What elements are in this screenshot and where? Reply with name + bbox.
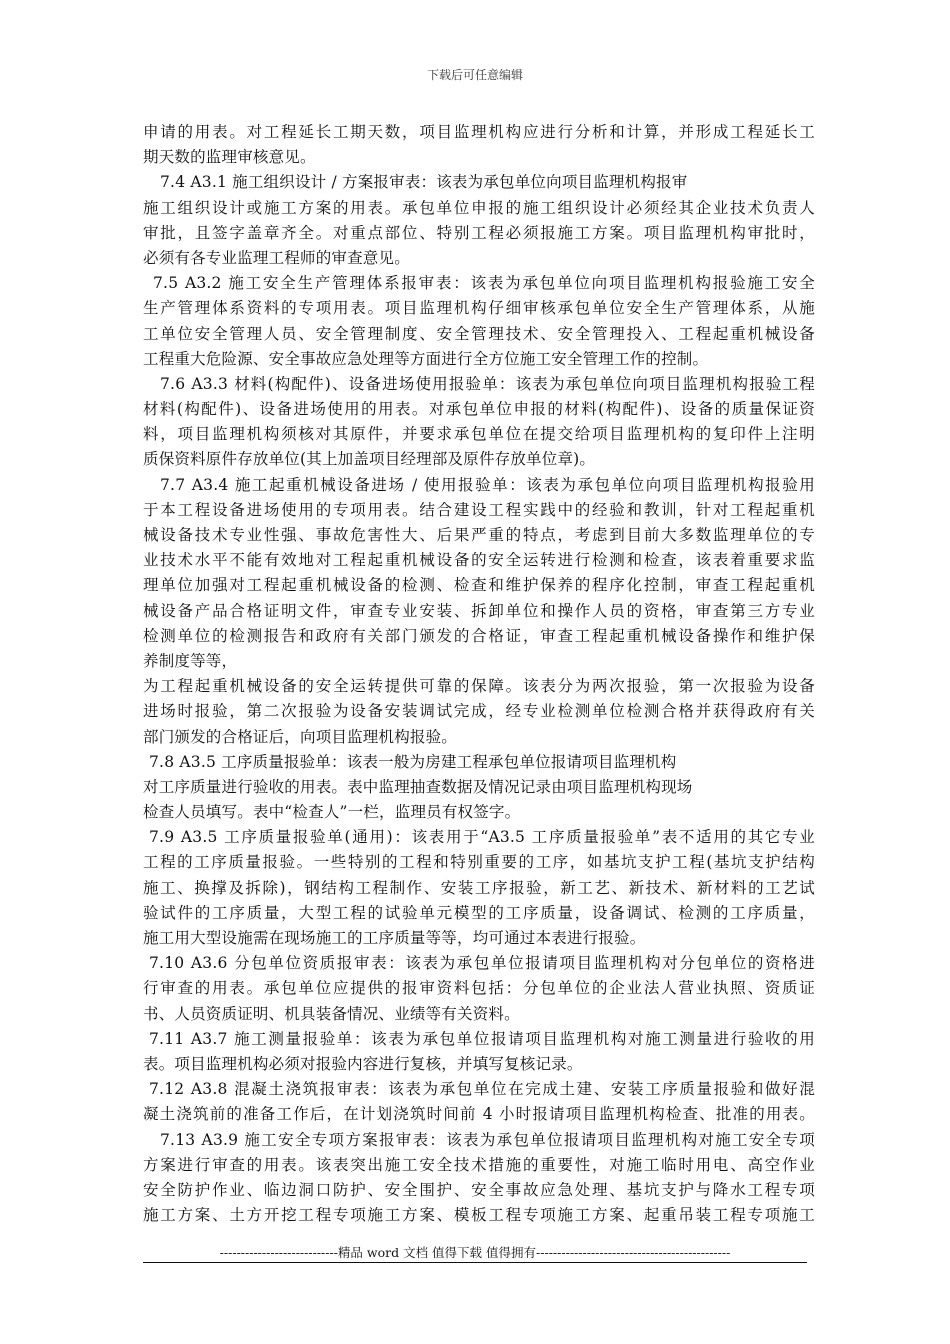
text-line: 施工用大型设施需在现场施工的工序质量等等，均可通过本表进行报验。 [143, 929, 646, 947]
text-line: 械设备技术专业性强、事故危害性大、后果严重的特点，考虑到目前大多数监理单位的专 [143, 526, 815, 544]
text-line: 行审查的用表。承包单位应提供的报审资料包括：分包单位的企业法人营业执照、资质证 [143, 979, 815, 998]
text-line: 械设备产品合格证明文件，审查专业安装、拆卸单位和操作人员的资格，审查第三方专业 [143, 601, 815, 620]
text-line: 对工序质量进行验收的用表。表中监理抽查数据及情况记录由项目监理机构现场 [143, 777, 693, 796]
document-body [143, 120, 815, 1228]
text-line: 7.4 A3.1 施工组织设计 / 方案报审表：该表为承包单位向项目监理机构报审 [160, 173, 688, 192]
text-line: 申请的用表。对工程延长工期天数，项目监理机构应进行分析和计算，并形成工程延长工 [143, 123, 815, 141]
text-line: 7.8 A3.5 工序质量报验单：该表一般为房建工程承包单位报请项目监理机构 [149, 752, 677, 771]
text-line: 为工程起重机械设备的安全运转提供可靠的保障。该表分为两次报验，第一次报验为设备 [143, 677, 815, 696]
text-line: 材料(构配件)、设备进场使用的用表。对承包单位申报的材料(构配件)、设备的质量保证资 [143, 400, 815, 419]
text-line: 审批，且签字盖章齐全。对重点部位、特别工程必须报施工方案。项目监理机构审批时， [143, 223, 815, 242]
text-line: 进场时报验，第二次报验为设备安装调试完成，经专业检测单位检测合格并获得政府有关 [143, 702, 815, 721]
text-line: 必须有各专业监理工程师的审查意见。 [143, 248, 410, 267]
text-line: 凝土浇筑前的准备工作后，在计划浇筑时间前 4 小时报请项目监理机构检查、批准的用表。 [143, 1105, 815, 1124]
text-line: 生产管理体系资料的专项用表。项目监理机构仔细审核承包单位安全生产管理体系，从施 [143, 299, 815, 318]
text-line: 方案进行审查的用表。该表突出施工安全技术措施的重要性，对施工临时用电、高空作业 [143, 1155, 815, 1174]
text-line: 工程重大危险源、安全事故应急处理等方面进行全方位施工安全管理工作的控制。 [143, 349, 709, 368]
text-line: 7.10 A3.6 分包单位资质报审表：该表为承包单位报请项目监理机构对分包单位的资格进 [149, 954, 815, 973]
text-line: 于本工程设备进场使用的专项用表。结合建设工程实践中的经验和教训，针对工程起重机 [143, 500, 815, 519]
page-header: 下载后可任意编辑 [426, 68, 523, 82]
text-line: 施工、换撑及拆除)，钢结构工程制作、安装工序报验，新工艺、新技术、新材料的工艺试 [143, 878, 815, 897]
text-line: 7.11 A3.7 施工测量报验单：该表为承包单位报请项目监理机构对施工测量进行验收的用 [149, 1029, 815, 1048]
page-footer: ----------------------------精品 word 文档 值得下载 值得拥有---------------------------------------------- [219, 1245, 731, 1260]
text-line: 检查人员填写。表中“检查人”一栏，监理员有权签字。 [143, 803, 521, 822]
text-line: 7.13 A3.9 施工安全专项方案报审表：该表为承包单位报请项目监理机构对施工安全专项 [160, 1130, 815, 1149]
text-line: 业技术水平不能有效地对工程起重机械设备的安全运转进行检测和检查，该表着重要求监 [143, 551, 815, 570]
text-line: 7.6 A3.3 材料(构配件)、设备进场使用报验单：该表为承包单位向项目监理机构报验工程 [160, 374, 815, 393]
text-line: 料，项目监理机构须核对其原件，并要求承包单位在提交给项目监理机构的复印件上注明 [143, 425, 815, 444]
text-line: 7.9 A3.5 工序质量报验单(通用)：该表用于“A3.5 工序质量报验单”表不适用的其它专业 [149, 828, 815, 847]
text-line: 7.5 A3.2 施工安全生产管理体系报审表：该表为承包单位向项目监理机构报验施工安全 [153, 274, 815, 293]
text-line: 工单位安全管理人员、安全管理制度、安全管理技术、安全管理投入、工程起重机械设备 [143, 324, 815, 343]
text-line: 7.12 A3.8 混凝土浇筑报审表：该表为承包单位在完成土建、安装工序质量报验和做好混 [149, 1080, 815, 1099]
text-line: 7.7 A3.4 施工起重机械设备进场 / 使用报验单：该表为承包单位向项目监理机构报验用 [160, 475, 815, 494]
text-line: 期天数的监理审核意见。 [143, 148, 316, 167]
text-line: 质保资料原件存放单位(其上加盖项目经理部及原件存放单位章)。 [143, 450, 596, 469]
text-line: 安全防护作业、临边洞口防护、安全围护、安全事故应急处理、基坑支护与降水工程专项 [143, 1180, 815, 1199]
text-line: 养制度等等， [143, 651, 238, 670]
text-line: 检测单位的检测报告和政府有关部门颁发的合格证，审查工程起重机械设备操作和维护保 [143, 626, 815, 645]
text-line: 工程的工序质量报验。一些特别的工程和特别重要的工序，如基坑支护工程(基坑支护结构 [143, 853, 815, 872]
text-line: 书、人员资质证明、机具装备情况、业绩等有关资料。 [143, 1004, 520, 1023]
text-line: 施工组织设计或施工方案的用表。承包单位申报的施工组织设计必须经其企业技术负责人 [143, 198, 815, 217]
text-line: 施工方案、土方开挖工程专项施工方案、模板工程专项施工方案、起重吊装工程专项施工 [143, 1206, 815, 1225]
text-line: 验试件的工序质量，大型工程的试验单元模型的工序质量，设备调试、检测的工序质量， [143, 903, 815, 922]
text-line: 理单位加强对工程起重机械设备的检测、检查和维护保养的程序化控制，审查工程起重机 [143, 576, 815, 595]
text-line: 部门颁发的合格证后，向项目监理机构报验。 [143, 727, 458, 746]
text-line: 表。项目监理机构必须对报验内容进行复核，并填写复核记录。 [143, 1054, 583, 1073]
footer-rule [143, 1262, 807, 1263]
